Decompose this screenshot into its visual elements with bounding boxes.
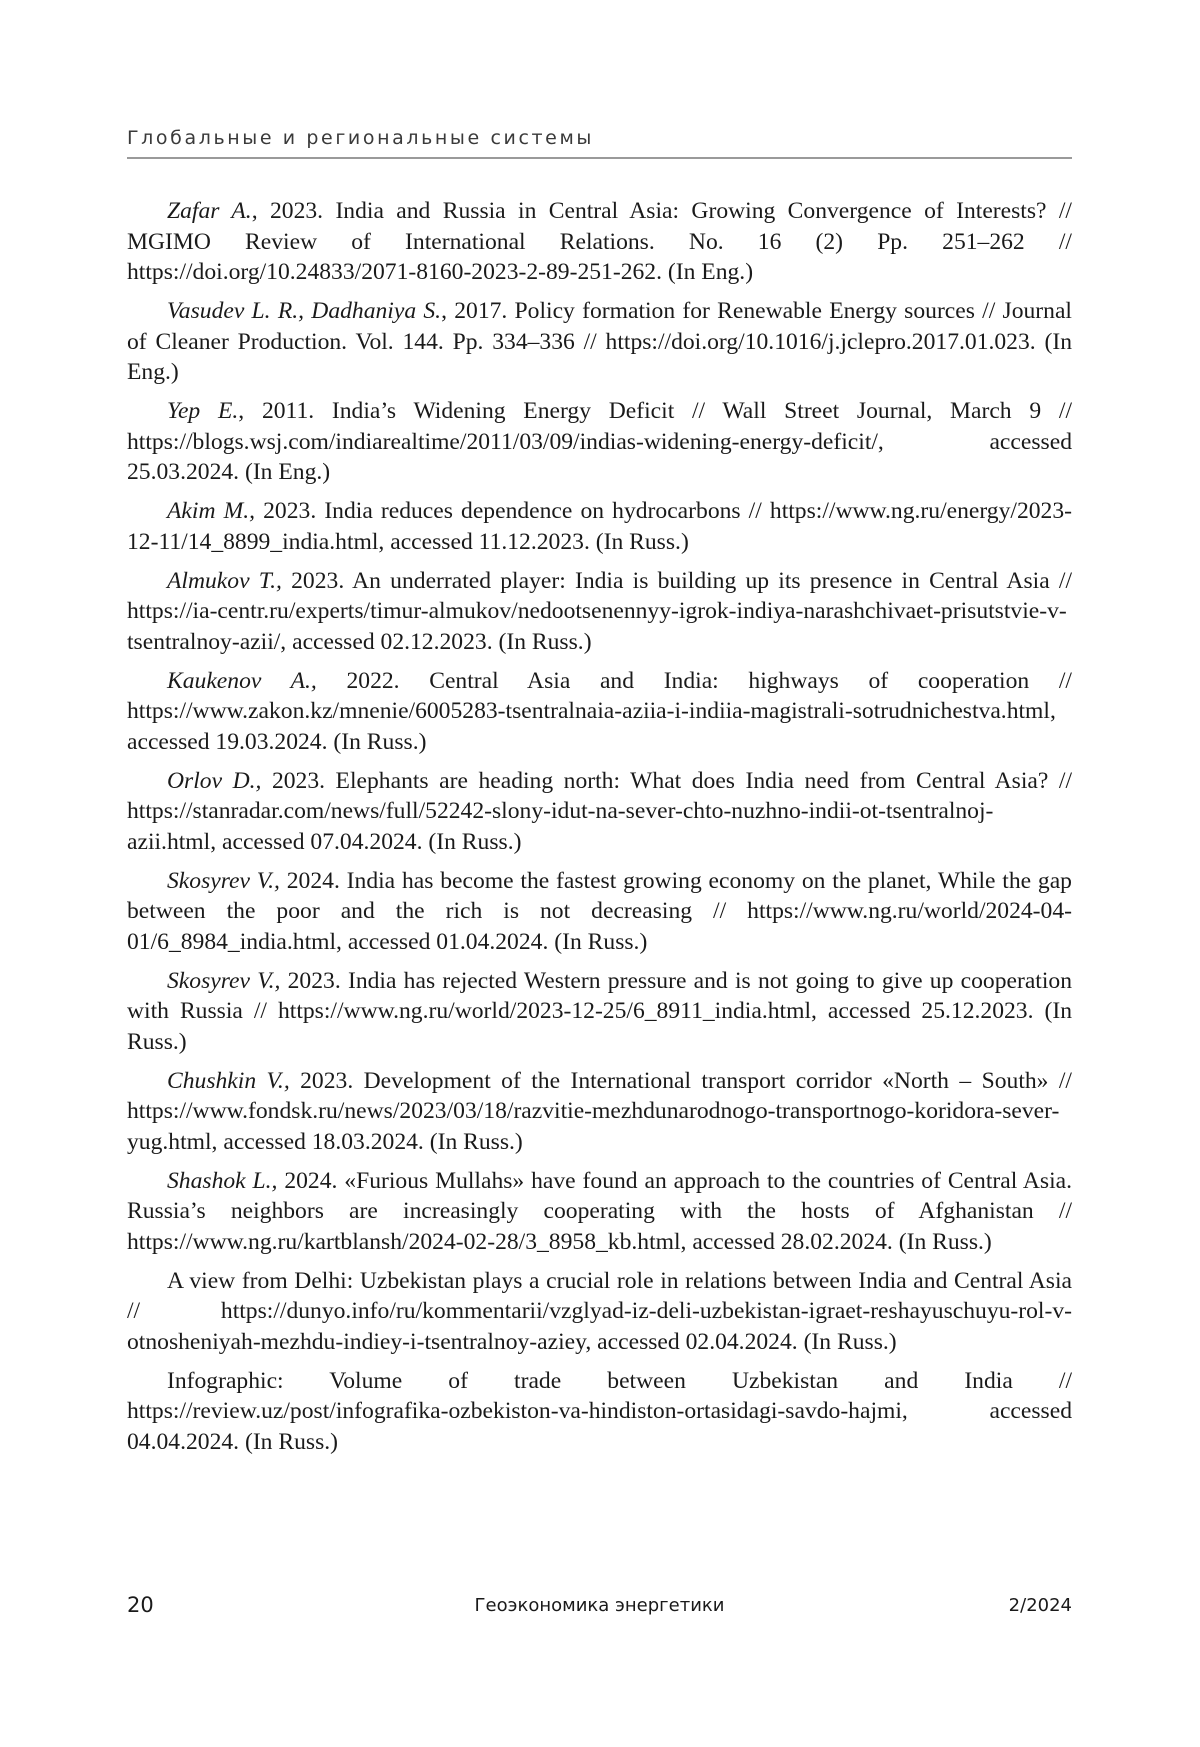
reference-text: 2024. «Furious Mullahs» have found an approach to the countries of Central Asia. Russia’s neighbors are increasingly cooperating with the hosts of Afghanistan // https://www.ng.ru/kartblansh/2024-02-28/3_8958_kb.html, accessed 28.02.2024. (In Russ.) bbox=[127, 1168, 1072, 1255]
reference-author: Skosyrev V., bbox=[167, 968, 280, 994]
reference-text: 2024. India has become the fastest growing economy on the planet, While the gap between the poor and the rich is not decreasing // https://www.ng.ru/world/2024-04-01/6_8984_india.html, accessed 01.04.2024. (In Russ.) bbox=[127, 868, 1072, 955]
reference-item bbox=[127, 1266, 1072, 1358]
reference-item bbox=[127, 396, 1072, 488]
reference-text: A view from Delhi: Uzbekistan plays a crucial role in relations between India and Central Asia // https://dunyo.info/ru/kommentarii/vzglyad-iz-deli-uzbekistan-igraet-reshayuschuyu-rol-v-otnosheniyah-mezhdu-indiey-i-tsentralnoy-aziey, accessed 02.04.2024. (In Russ.) bbox=[127, 1268, 1072, 1355]
journal-name: Геоэкономика энергетики bbox=[127, 1595, 1072, 1616]
header-rule bbox=[127, 157, 1072, 159]
reference-text: 2023. India has rejected Western pressure and is not going to give up cooperation with Russia // https://www.ng.ru/world/2023-12-25/6_8911_india.html, accessed 25.12.2023. (In Russ.) bbox=[127, 968, 1072, 1055]
reference-text: Infographic: Volume of trade between Uzbekistan and India // https://review.uz/post/infografika-ozbekiston-va-hindiston-ortasidagi-savdo-hajmi, accessed 04.04.2024. (In Russ.) bbox=[127, 1368, 1072, 1455]
reference-item bbox=[127, 566, 1072, 658]
reference-author: Akim M., bbox=[167, 498, 255, 524]
reference-item bbox=[127, 766, 1072, 858]
reference-text: , 2011. India’s Widening Energy Deficit // Wall Street Journal, March 9 // https://blogs.wsj.com/indiarealtime/2011/03/09/indias-widening-energy-deficit/, accessed 25.03.2024. (In Eng.) bbox=[127, 398, 1072, 485]
reference-text: 2023. Development of the International transport corridor «North – South» // https://www.fondsk.ru/news/2023/03/18/razvitie-mezhdunarodnogo-transportnogo-koridora-sever-yug.html, accessed 18.03.2024. (In Russ.) bbox=[127, 1068, 1072, 1155]
reference-author: Vasudev L. R., Dadhaniya S. bbox=[167, 298, 441, 324]
reference-text: , 2017. Policy formation for Renewable Energy sources // Journal of Cleaner Production. Vol. 144. Pp. 334–336 // https://doi.org/10.1016/j.jclepro.2017.01.023. (In Eng.) bbox=[127, 298, 1072, 385]
reference-item bbox=[127, 196, 1072, 288]
reference-text: 2023. India reduces dependence on hydrocarbons // https://www.ng.ru/energy/2023-12-11/14_8899_india.html, accessed 11.12.2023. (In Russ.) bbox=[127, 498, 1072, 555]
reference-author: Shashok L., bbox=[167, 1168, 277, 1194]
page-footer bbox=[127, 1593, 1072, 1623]
reference-text: 2023. An underrated player: India is building up its presence in Central Asia // https://ia-centr.ru/experts/timur-almukov/nedootsenennyy-igrok-indiya-narashchivaet-prisutstvie-v-tsentralnoy-azii/, accessed 02.12.2023. (In Russ.) bbox=[127, 568, 1072, 655]
reference-list bbox=[127, 196, 1072, 1466]
reference-item bbox=[127, 296, 1072, 388]
reference-item bbox=[127, 666, 1072, 758]
reference-author: Almukov T., bbox=[167, 568, 282, 594]
reference-author: Kaukenov A., bbox=[167, 668, 317, 694]
reference-author: Zafar A. bbox=[167, 198, 252, 224]
reference-item bbox=[127, 1366, 1072, 1458]
reference-author: Skosyrev V., bbox=[167, 868, 280, 894]
reference-text: 2023. Elephants are heading north: What does India need from Central Asia? // https://stanradar.com/news/full/52242-slony-idut-na-sever-chto-nuzhno-indii-ot-tsentralnoj-azii.html, accessed 07.04.2024. (In Russ.) bbox=[127, 768, 1072, 855]
reference-author: Chushkin V., bbox=[167, 1068, 290, 1094]
reference-item bbox=[127, 966, 1072, 1058]
reference-item bbox=[127, 866, 1072, 958]
reference-text: 2022. Central Asia and India: highways of cooperation // https://www.zakon.kz/mnenie/6005283-tsentralnaia-aziia-i-indiia-magistrali-sotrudnichestva.html, accessed 19.03.2024. (In Russ.) bbox=[127, 668, 1072, 755]
reference-text: , 2023. India and Russia in Central Asia: Growing Convergence of Interests? // MGIMO Review of International Relations. No. 16 (2) Pp. 251–262 // https://doi.org/10.24833/2071-8160-2023-2-89-251-262. (In Eng.) bbox=[127, 198, 1072, 285]
reference-item bbox=[127, 496, 1072, 557]
reference-author: Orlov D., bbox=[167, 768, 261, 794]
running-head: Глобальные и региональные системы bbox=[127, 127, 594, 149]
reference-author: Yep E. bbox=[167, 398, 238, 424]
page-number: 20 bbox=[127, 1593, 154, 1617]
reference-item bbox=[127, 1066, 1072, 1158]
reference-item bbox=[127, 1166, 1072, 1258]
issue-number: 2/2024 bbox=[1009, 1595, 1072, 1616]
